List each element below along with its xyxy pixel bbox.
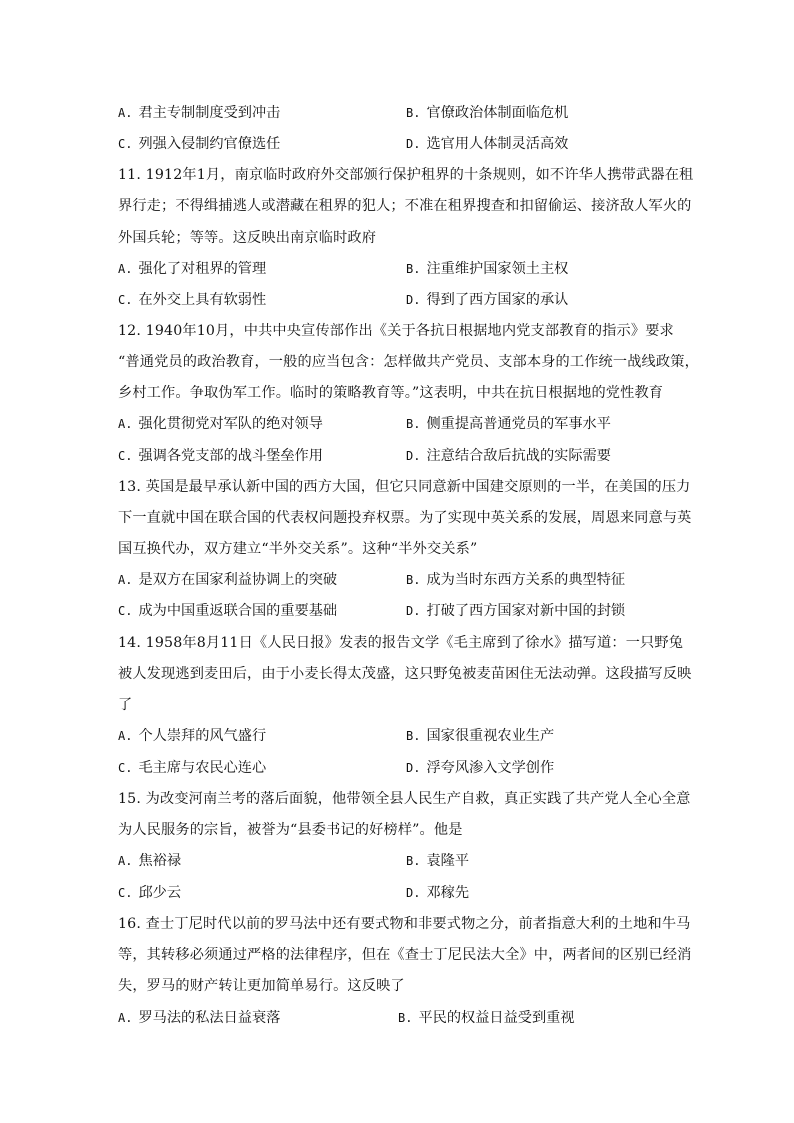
option-text: 强化了对租界的管理 <box>138 261 267 277</box>
q13-option-a <box>118 570 337 590</box>
option-text: 袁隆平 <box>426 853 470 869</box>
option-text: 成为当时东西方关系的典型特征 <box>426 572 626 588</box>
q11-option-b <box>406 259 568 279</box>
q14-stem-line-2: 被人发现逃到麦田后，由于小麦长得太茂盛，这只野兔被麦苗困住无法动弹。这段描写反映 <box>118 666 692 682</box>
q15-stem-line-2: 为人民服务的宗旨，被誉为“县委书记的好榜样”。他是 <box>118 822 463 838</box>
option-letter: B. <box>406 417 421 431</box>
option-text: 注意结合敌后抗战的实际需要 <box>426 448 611 464</box>
option-text: 国家很重视农业生产 <box>426 728 555 744</box>
option-letter: D. <box>406 449 421 463</box>
option-letter: B. <box>406 729 421 743</box>
option-letter: C. <box>118 761 133 775</box>
q13-option-c <box>118 601 337 621</box>
option-letter: D. <box>406 886 421 900</box>
option-text: 邓稼先 <box>426 885 470 901</box>
q15-option-b <box>406 851 469 871</box>
option-text: 官僚政治体制面临危机 <box>426 105 569 121</box>
option-letter: C. <box>118 886 133 900</box>
option-text: 平民的权益日益受到重视 <box>418 1010 575 1026</box>
option-text: 是双方在国家利益协调上的突破 <box>138 572 338 588</box>
q16-option-b <box>398 1008 575 1028</box>
q16-option-a <box>118 1008 280 1028</box>
option-text: 强化贯彻党对军队的绝对领导 <box>138 416 323 432</box>
q11-option-c <box>118 290 266 310</box>
q12-stem-line-1: 12. 1940年10月，中共中央宣传部作出《关于各抗日根据地内党支部教育的指示》要求 <box>118 323 674 339</box>
option-text: 得到了西方国家的承认 <box>426 292 569 308</box>
q14-option-a <box>118 726 266 746</box>
q16-stem-line-3: 失，罗马的财产转让更加简单易行。这反映了 <box>118 978 405 994</box>
option-letter: D. <box>406 761 421 775</box>
q12-option-a <box>118 414 323 434</box>
q15-stem-line-1: 15. 为改变河南兰考的落后面貌，他带领全县人民生产自救，真正实践了共产党人全心全意 <box>118 791 691 807</box>
option-letter: B. <box>406 262 421 276</box>
option-letter: C. <box>118 137 133 151</box>
option-text: 焦裕禄 <box>138 853 182 869</box>
option-text: 注重维护国家领土主权 <box>426 261 569 277</box>
q10-option-b <box>406 103 568 123</box>
q10-option-c <box>118 134 280 154</box>
option-text: 打破了西方国家对新中国的封锁 <box>426 603 626 619</box>
option-letter: B. <box>406 106 421 120</box>
q11-stem-line-1: 11. 1912年1月，南京临时政府外交部颁行保护租界的十条规则，如不许华人携带武器在租 <box>118 167 694 183</box>
option-letter: C. <box>118 604 133 618</box>
option-letter: A. <box>118 854 133 868</box>
option-text: 在外交上具有软弱性 <box>138 292 267 308</box>
q12-stem-line-3: 乡村工作。争取伪军工作。临时的策略教育等。”这表明，中共在抗日根据地的党性教育 <box>118 385 664 401</box>
q14-option-b <box>406 726 554 746</box>
option-letter: A. <box>118 729 133 743</box>
option-letter: B. <box>398 1011 413 1025</box>
option-letter: D. <box>406 293 421 307</box>
option-letter: D. <box>406 604 421 618</box>
q12-stem-line-2: “普通党员的政治教育，一般的应当包含：怎样做共产党员、支部本身的工作统一战线政策， <box>118 354 699 370</box>
q13-stem-line-2: 下一直就中国在联合国的代表权问题投弃权票。为了实现中英关系的发展，周恩来同意与英 <box>118 510 692 526</box>
q15-option-a <box>118 851 181 871</box>
option-letter: A. <box>118 1011 133 1025</box>
q13-stem-line-1: 13. 英国是最早承认新中国的西方大国，但它只同意新中国建交原则的一半，在美国的压力 <box>118 479 691 495</box>
option-text: 罗马法的私法日益衰落 <box>138 1010 281 1026</box>
q12-option-d <box>406 446 611 466</box>
q13-stem-line-3: 国互换代办，双方建立“半外交关系”。这种“半外交关系” <box>118 541 478 557</box>
q14-stem-line-3: 了 <box>118 697 133 713</box>
q16-stem-line-2: 等，其转移必须通过严格的法律程序，但在《查士丁尼民法大全》中，两者间的区别已经消 <box>118 947 692 963</box>
option-letter: B. <box>406 573 421 587</box>
option-text: 强调各党支部的战斗堡垒作用 <box>138 448 323 464</box>
q11-option-a <box>118 259 266 279</box>
option-letter: D. <box>406 137 421 151</box>
q13-option-d <box>406 601 625 621</box>
option-text: 邱少云 <box>138 885 182 901</box>
option-letter: C. <box>118 293 133 307</box>
q14-option-c <box>118 758 266 778</box>
q15-option-d <box>406 883 469 903</box>
option-text: 君主专制制度受到冲击 <box>138 105 281 121</box>
option-text: 成为中国重返联合国的重要基础 <box>138 603 338 619</box>
option-letter: C. <box>118 449 133 463</box>
q12-option-c <box>118 446 323 466</box>
q14-stem-line-1: 14. 1958年8月11日《人民日报》发表的报告文学《毛主席到了徐水》描写道：一只野兔 <box>118 635 684 651</box>
option-letter: A. <box>118 106 133 120</box>
option-text: 浮夸风渗入文学创作 <box>426 760 555 776</box>
option-text: 个人崇拜的风气盛行 <box>138 728 267 744</box>
q15-option-c <box>118 883 181 903</box>
q11-option-d <box>406 290 568 310</box>
q16-stem-line-1: 16. 查士丁尼时代以前的罗马法中还有要式物和非要式物之分，前者指意大利的土地和牛马 <box>118 916 691 932</box>
option-letter: A. <box>118 262 133 276</box>
option-text: 列强入侵制约官僚选任 <box>138 136 281 152</box>
option-text: 侧重提高普通党员的军事水平 <box>426 416 611 432</box>
option-letter: B. <box>406 854 421 868</box>
q10-option-d <box>406 134 568 154</box>
q11-stem-line-3: 外国兵轮；等等。这反映出南京临时政府 <box>118 230 377 246</box>
q12-option-b <box>406 414 611 434</box>
q11-stem-line-2: 界行走；不得缉捕逃人或潜藏在租界的犯人；不准在租界搜查和扣留偷运、接济敌人军火的 <box>118 198 692 214</box>
q10-option-a <box>118 103 280 123</box>
option-text: 选官用人体制灵活高效 <box>426 136 569 152</box>
option-letter: A. <box>118 417 133 431</box>
q13-option-b <box>406 570 625 590</box>
option-letter: A. <box>118 573 133 587</box>
q14-option-d <box>406 758 554 778</box>
option-text: 毛主席与农民心连心 <box>138 760 267 776</box>
